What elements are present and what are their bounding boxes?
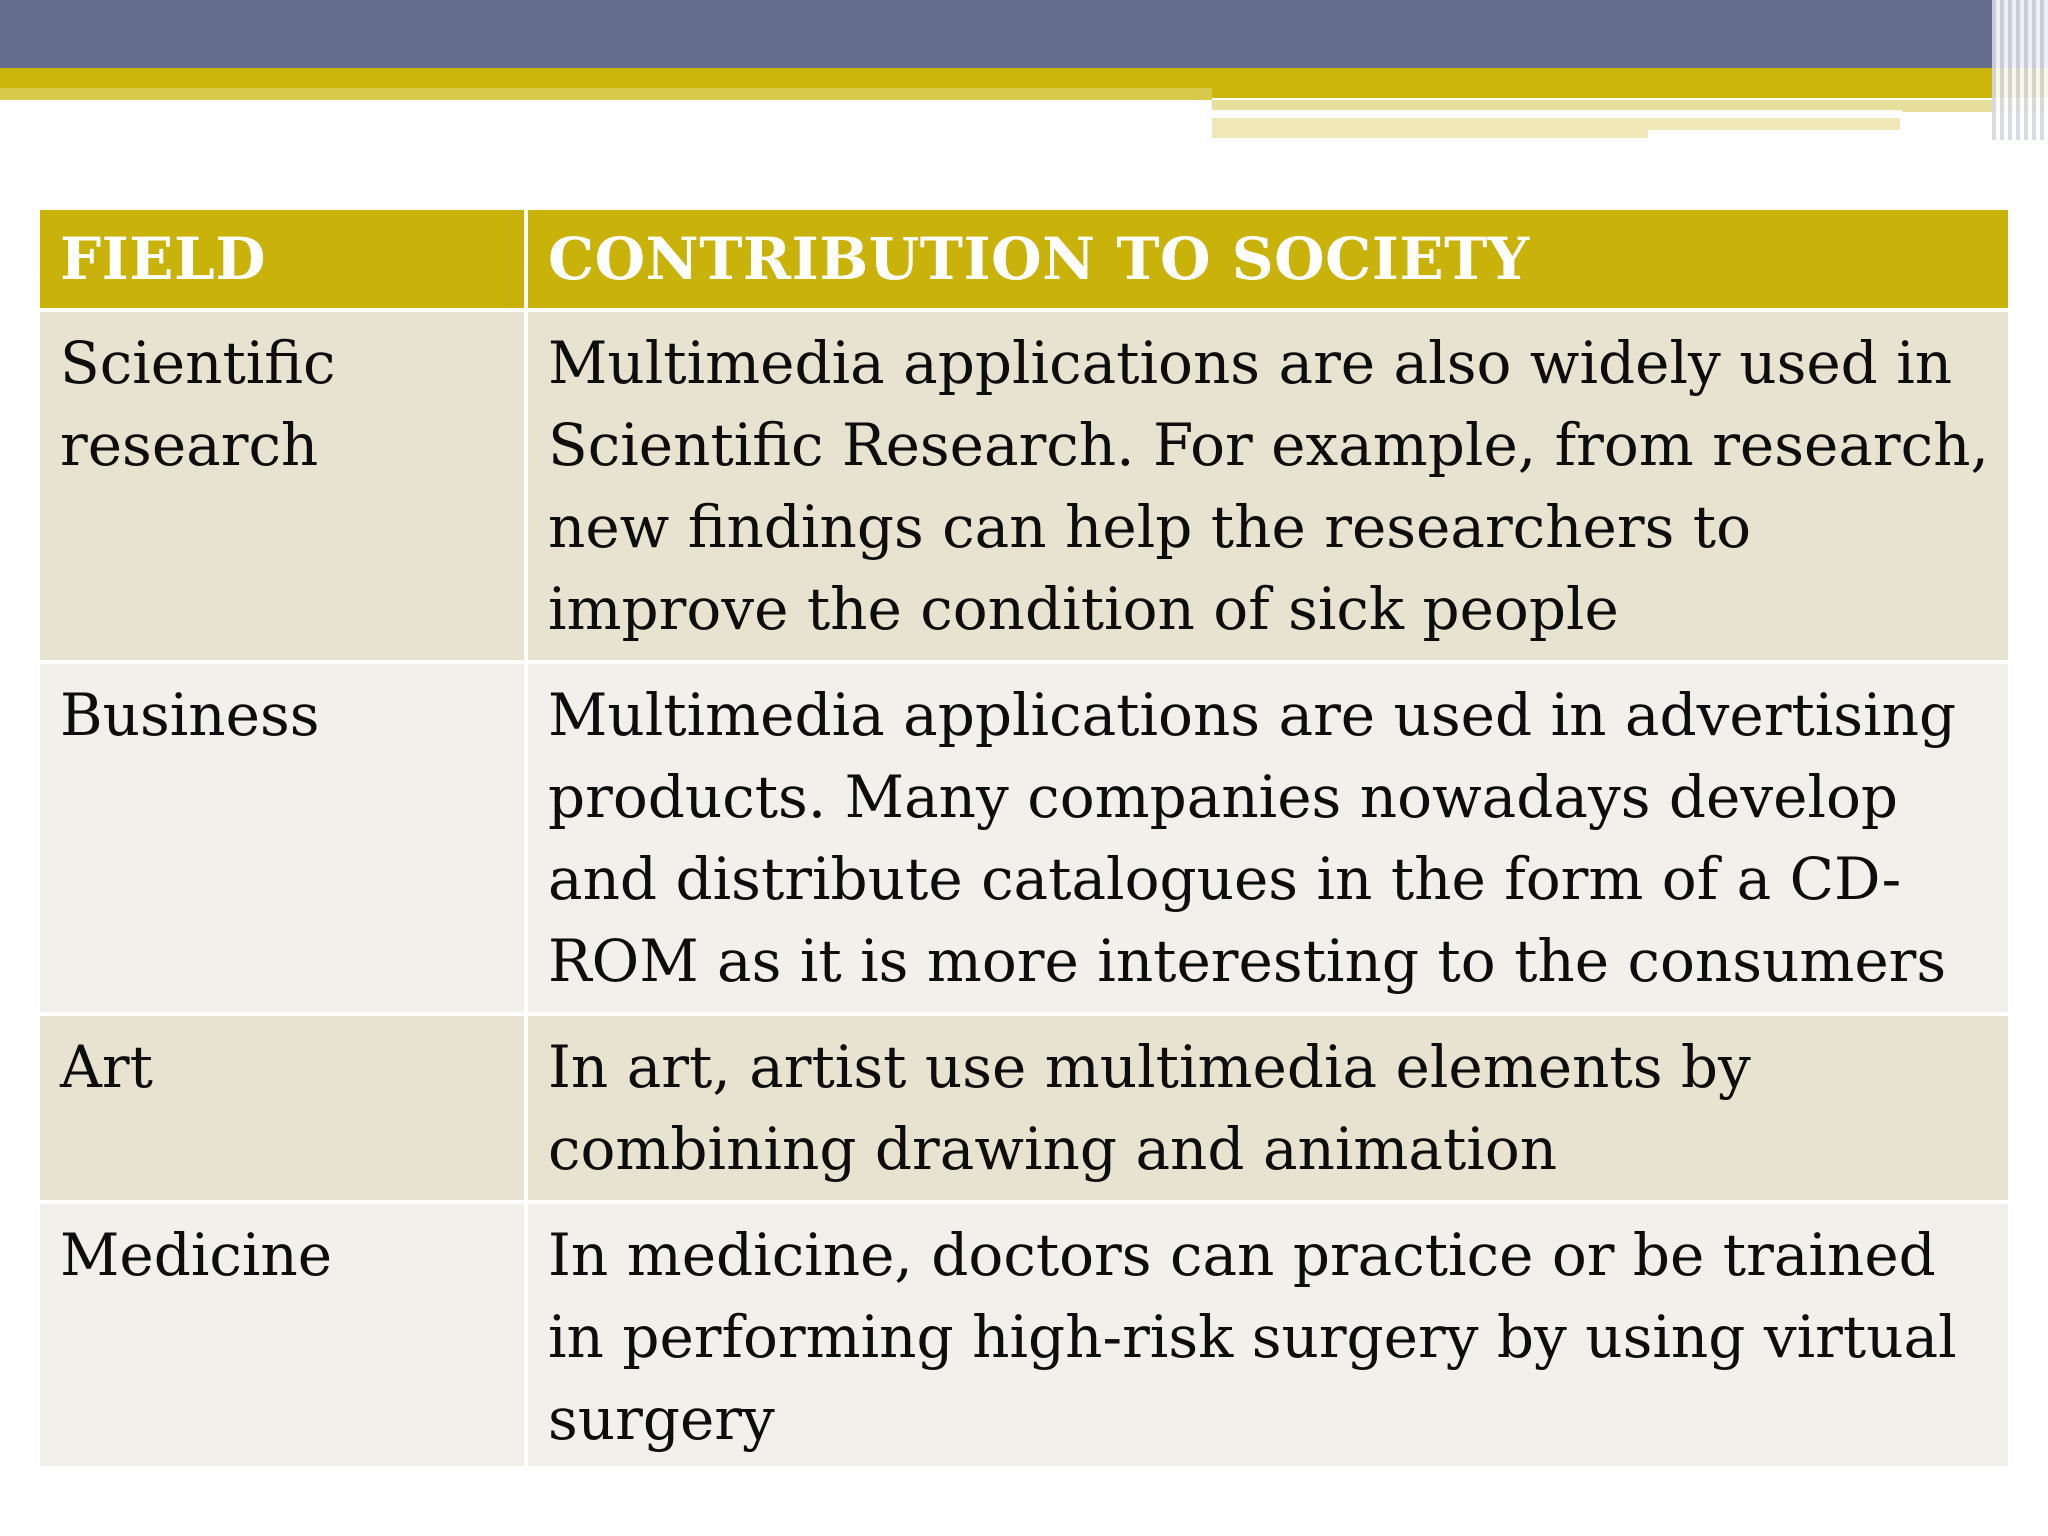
header-bar-divider bbox=[1212, 110, 1902, 116]
field-cell: Business bbox=[40, 664, 528, 1012]
table-header-row bbox=[40, 210, 2008, 312]
field-cell: Medicine bbox=[40, 1204, 528, 1466]
field-cell: Scientific research bbox=[40, 312, 528, 660]
header-bar-slate bbox=[0, 0, 2048, 68]
header-bar-pale-lower bbox=[1212, 118, 1648, 138]
header-contribution: CONTRIBUTION TO SOCIETY bbox=[528, 210, 2008, 308]
contribution-cell: In medicine, doctors can practice or be trained in performing high-risk surgery by using virtual surgery bbox=[528, 1204, 2008, 1466]
table-row bbox=[40, 1016, 2008, 1204]
contribution-cell: Multimedia applications are used in advertising products. Many companies nowadays develop and distribute catalogues in the form of a CD-ROM as it is more interesting to the consumers bbox=[528, 664, 2008, 1012]
table-row bbox=[40, 664, 2008, 1016]
table-row bbox=[40, 312, 2008, 664]
field-cell: Art bbox=[40, 1016, 528, 1200]
field-contribution-table bbox=[40, 210, 2008, 1470]
contribution-cell: Multimedia applications are also widely used in Scientific Research. For example, from research, new findings can help the researchers to improve the condition of sick people bbox=[528, 312, 2008, 660]
header-field: FIELD bbox=[40, 210, 528, 308]
table-row bbox=[40, 1204, 2008, 1470]
decorative-stripes bbox=[1992, 0, 2048, 140]
header-bar-pale-tail bbox=[1648, 118, 1900, 130]
header-bar-olive-light bbox=[0, 88, 1212, 100]
contribution-cell: In art, artist use multimedia elements by combining drawing and animation bbox=[528, 1016, 2008, 1200]
